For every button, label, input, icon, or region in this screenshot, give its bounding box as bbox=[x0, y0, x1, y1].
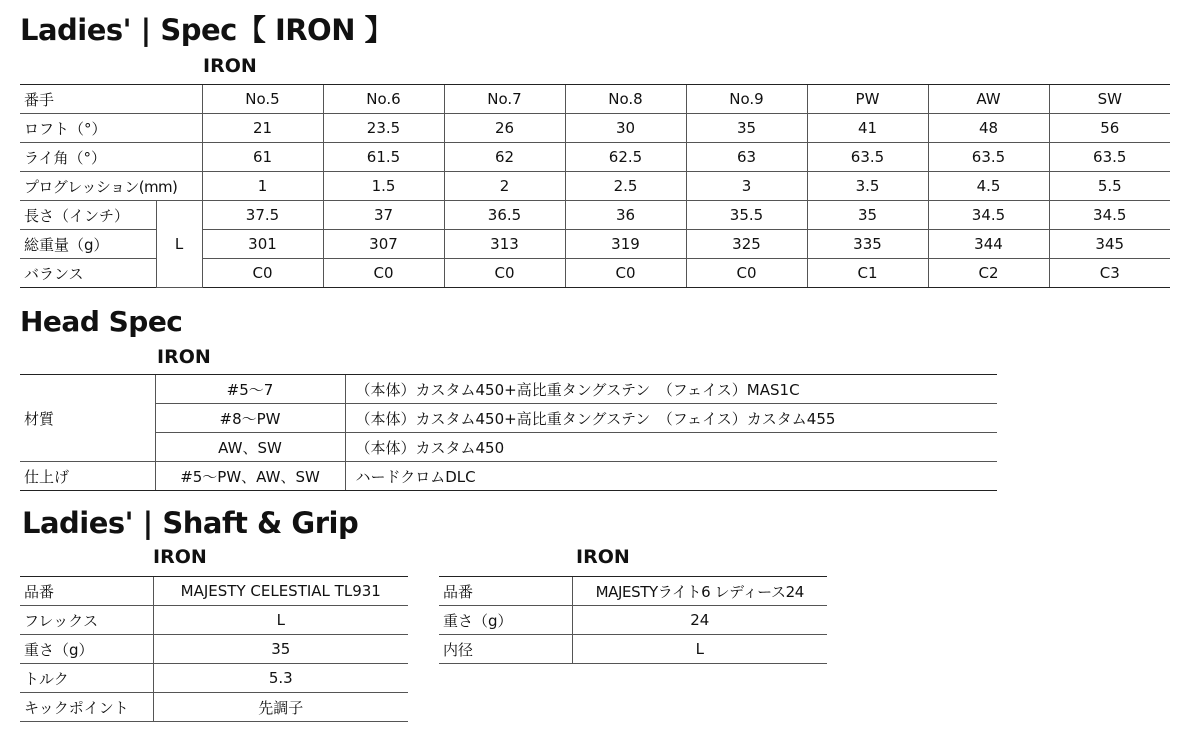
spec-title: Ladies' | Spec【 IRON 】 bbox=[20, 13, 394, 47]
shaft-value: L bbox=[153, 606, 408, 635]
spec-cell: 26 bbox=[444, 114, 565, 143]
spec-cell: 34.5 bbox=[928, 201, 1049, 230]
spec-row-label: プログレッション(mm) bbox=[20, 172, 202, 201]
shaft-value: 先調子 bbox=[153, 693, 408, 722]
spec-cell: C3 bbox=[1049, 259, 1170, 288]
grip-value: 24 bbox=[572, 606, 827, 635]
spec-cell: C0 bbox=[686, 259, 807, 288]
grip-subtitle: IRON bbox=[576, 546, 630, 568]
spec-cell: 35.5 bbox=[686, 201, 807, 230]
spec-subtitle: IRON bbox=[203, 55, 257, 77]
spec-cell: C1 bbox=[807, 259, 928, 288]
shaft-table bbox=[20, 576, 408, 722]
shaft-label: トルク bbox=[20, 664, 153, 693]
grip-row bbox=[439, 635, 827, 664]
spec-cell: 5.5 bbox=[1049, 172, 1170, 201]
spec-col-header: No.5 bbox=[202, 85, 323, 114]
spec-header-row bbox=[20, 85, 1170, 114]
spec-cell: 3 bbox=[686, 172, 807, 201]
spec-cell: 313 bbox=[444, 230, 565, 259]
spec-cell: 1 bbox=[202, 172, 323, 201]
spec-cell: 34.5 bbox=[1049, 201, 1170, 230]
spec-cell: 41 bbox=[807, 114, 928, 143]
head-desc-cell: （本体）カスタム450+高比重タングステン （フェイス）MAS1C bbox=[345, 375, 997, 404]
spec-cell: 325 bbox=[686, 230, 807, 259]
spec-cell: 36.5 bbox=[444, 201, 565, 230]
head-spec-row bbox=[20, 433, 997, 462]
spec-header-label: 番手 bbox=[20, 85, 202, 114]
spec-cell: 48 bbox=[928, 114, 1049, 143]
head-spec-row bbox=[20, 462, 997, 491]
spec-table bbox=[20, 84, 1170, 288]
spec-cell: 62.5 bbox=[565, 143, 686, 172]
grip-value: L bbox=[572, 635, 827, 664]
shaft-label: キックポイント bbox=[20, 693, 153, 722]
head-desc-cell: （本体）カスタム450+高比重タングステン （フェイス）カスタム455 bbox=[345, 404, 997, 433]
spec-flex-cell: L bbox=[156, 201, 202, 288]
spec-cell: C0 bbox=[202, 259, 323, 288]
spec-col-header: No.9 bbox=[686, 85, 807, 114]
head-spec-row bbox=[20, 404, 997, 433]
grip-label: 品番 bbox=[439, 577, 572, 606]
grip-row bbox=[439, 606, 827, 635]
head-desc-cell: （本体）カスタム450 bbox=[345, 433, 997, 462]
spec-row-lie bbox=[20, 143, 1170, 172]
spec-cell: 344 bbox=[928, 230, 1049, 259]
spec-cell: 2 bbox=[444, 172, 565, 201]
spec-cell: 4.5 bbox=[928, 172, 1049, 201]
shaft-label: フレックス bbox=[20, 606, 153, 635]
head-club-cell: #5〜7 bbox=[155, 375, 345, 404]
spec-cell: 301 bbox=[202, 230, 323, 259]
spec-col-header: No.7 bbox=[444, 85, 565, 114]
grip-value: MAJESTYライト6 レディース24 bbox=[572, 577, 827, 606]
spec-cell: 2.5 bbox=[565, 172, 686, 201]
shaft-subtitle: IRON bbox=[153, 546, 207, 568]
spec-cell: 35 bbox=[686, 114, 807, 143]
shaft-value: MAJESTY CELESTIAL TL931 bbox=[153, 577, 408, 606]
head-spec-row bbox=[20, 375, 997, 404]
spec-cell: 319 bbox=[565, 230, 686, 259]
spec-cell: 63.5 bbox=[1049, 143, 1170, 172]
spec-cell: 3.5 bbox=[807, 172, 928, 201]
spec-cell: C0 bbox=[565, 259, 686, 288]
spec-cell: 36 bbox=[565, 201, 686, 230]
grip-row bbox=[439, 577, 827, 606]
shaft-value: 35 bbox=[153, 635, 408, 664]
head-club-cell: #5〜PW、AW、SW bbox=[155, 462, 345, 491]
spec-cell: 307 bbox=[323, 230, 444, 259]
spec-cell: 345 bbox=[1049, 230, 1170, 259]
grip-label: 重さ（g） bbox=[439, 606, 572, 635]
spec-cell: 63 bbox=[686, 143, 807, 172]
spec-col-header: AW bbox=[928, 85, 1049, 114]
spec-cell: 21 bbox=[202, 114, 323, 143]
spec-cell: 30 bbox=[565, 114, 686, 143]
spec-cell: 63.5 bbox=[928, 143, 1049, 172]
spec-cell: 37.5 bbox=[202, 201, 323, 230]
spec-cell: 37 bbox=[323, 201, 444, 230]
finish-label: 仕上げ bbox=[20, 462, 155, 491]
shaft-label: 品番 bbox=[20, 577, 153, 606]
spec-cell: C2 bbox=[928, 259, 1049, 288]
shaft-value: 5.3 bbox=[153, 664, 408, 693]
spec-row-label: バランス bbox=[20, 259, 156, 288]
spec-col-header: SW bbox=[1049, 85, 1170, 114]
shaft-row bbox=[20, 577, 408, 606]
spec-cell: 62 bbox=[444, 143, 565, 172]
spec-row-label: 総重量（g） bbox=[20, 230, 156, 259]
spec-row-progression bbox=[20, 172, 1170, 201]
grip-label: 内径 bbox=[439, 635, 572, 664]
spec-cell: 35 bbox=[807, 201, 928, 230]
material-label: 材質 bbox=[20, 375, 155, 462]
shaft-label: 重さ（g） bbox=[20, 635, 153, 664]
spec-cell: 23.5 bbox=[323, 114, 444, 143]
spec-row-label: ロフト（°） bbox=[20, 114, 202, 143]
spec-cell: 335 bbox=[807, 230, 928, 259]
spec-cell: 1.5 bbox=[323, 172, 444, 201]
head-spec-table bbox=[20, 374, 997, 491]
head-spec-title: Head Spec bbox=[20, 305, 183, 338]
head-club-cell: AW、SW bbox=[155, 433, 345, 462]
shaft-row bbox=[20, 635, 408, 664]
spec-cell: 61 bbox=[202, 143, 323, 172]
spec-col-header: PW bbox=[807, 85, 928, 114]
spec-col-header: No.8 bbox=[565, 85, 686, 114]
spec-cell: 56 bbox=[1049, 114, 1170, 143]
spec-row-loft bbox=[20, 114, 1170, 143]
head-club-cell: #8〜PW bbox=[155, 404, 345, 433]
grip-table bbox=[439, 576, 827, 664]
shaft-row bbox=[20, 664, 408, 693]
spec-cell: 63.5 bbox=[807, 143, 928, 172]
spec-cell: C0 bbox=[323, 259, 444, 288]
shaft-grip-title: Ladies' | Shaft & Grip bbox=[22, 506, 359, 540]
spec-cell: 61.5 bbox=[323, 143, 444, 172]
shaft-row bbox=[20, 693, 408, 722]
shaft-row bbox=[20, 606, 408, 635]
spec-col-header: No.6 bbox=[323, 85, 444, 114]
spec-cell: C0 bbox=[444, 259, 565, 288]
head-spec-subtitle: IRON bbox=[157, 346, 211, 368]
spec-row-label: 長さ（インチ） bbox=[20, 201, 156, 230]
head-desc-cell: ハードクロムDLC bbox=[345, 462, 997, 491]
spec-row-length bbox=[20, 201, 1170, 230]
spec-row-label: ライ角（°） bbox=[20, 143, 202, 172]
